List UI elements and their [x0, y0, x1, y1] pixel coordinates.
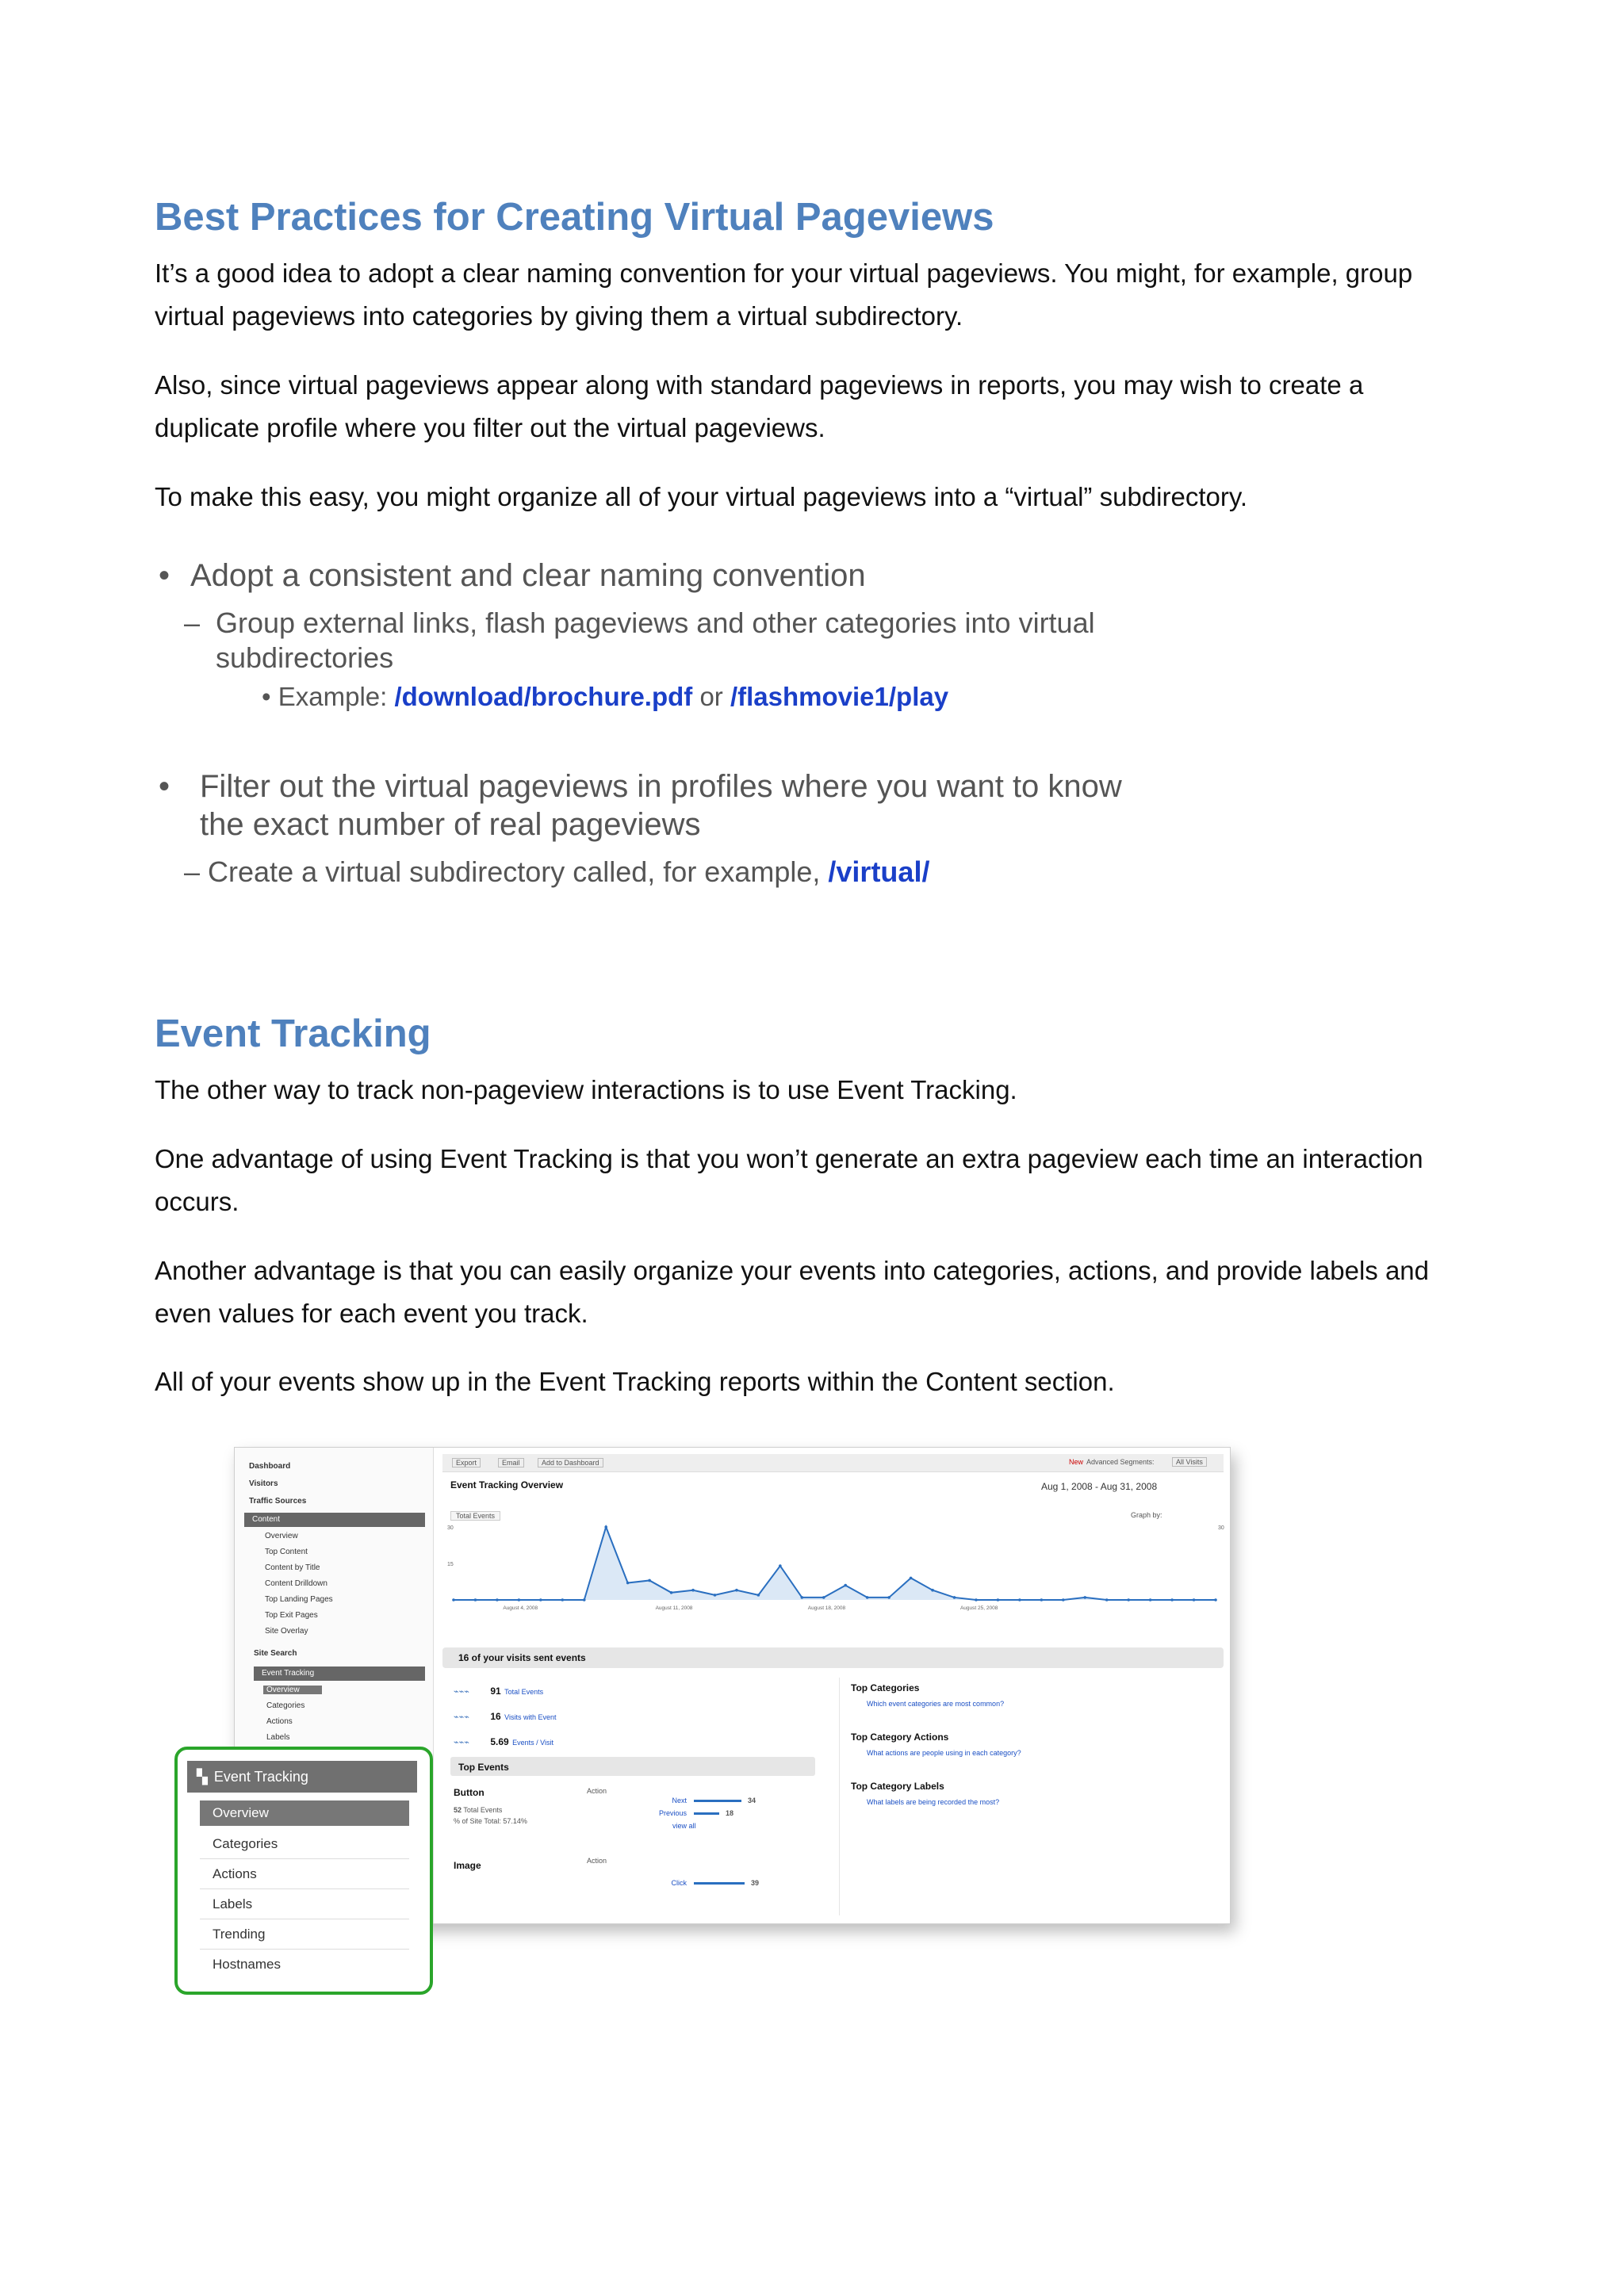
metric-row: ⌁⌁⌁ 5.69 Events / Visit: [454, 1736, 553, 1747]
analytics-main: Export Email Add to Dashboard New Advanced Segments: All Visits Event Tracking Overview Aug 1, 2008 - Aug 31, 2008 Total Events Graph by: 30 15 30 August 4, 2008 August 11, 2008 August 18, 2008 August 25, 2008 16 of your visits sent events ⌁⌁⌁ 91 Total Events ⌁⌁⌁ 16 Visits with Event ⌁⌁⌁ 5.69 Events / Visit Top Events Button Action 52 Total Events % of Site Total: 57.14% Next 34 Previous 18 view all Image Action Click 39 Top Categories Which event categories are most common? Top Category Actions What actions are people using in each category? Top Category Labels What labels are being recorded the most?: [442, 1448, 1228, 1923]
chart-point[interactable]: [648, 1579, 651, 1582]
segments-dropdown[interactable]: All Visits: [1172, 1457, 1207, 1467]
chart-point[interactable]: [997, 1598, 1000, 1601]
chart-point[interactable]: [518, 1598, 521, 1601]
sidebar-item-site-search[interactable]: Site Search: [254, 1649, 297, 1658]
chart-point[interactable]: [1105, 1598, 1109, 1601]
sidebar-subitem[interactable]: Categories: [266, 1701, 305, 1710]
chart-point[interactable]: [714, 1594, 717, 1597]
chart-point[interactable]: [474, 1598, 477, 1601]
paragraph: The other way to track non-pageview interactions is to use Event Tracking.: [155, 1075, 1017, 1104]
chart-point[interactable]: [691, 1589, 695, 1592]
chart-point[interactable]: [953, 1596, 956, 1599]
example-path: /flashmovie1/play: [730, 682, 949, 711]
paragraph: To make this easy, you might organize all of your virtual pageviews into a “virtual” subdirectory.: [155, 482, 1248, 511]
chart-point[interactable]: [1193, 1598, 1196, 1601]
chart-point[interactable]: [866, 1596, 869, 1599]
sidebar-subitem[interactable]: Content by Title: [265, 1563, 320, 1572]
chart-point[interactable]: [1127, 1598, 1130, 1601]
sidebar-subitem[interactable]: Labels: [266, 1733, 290, 1742]
chart-point[interactable]: [801, 1596, 804, 1599]
x-axis-label: August 25, 2008: [959, 1605, 998, 1611]
chart-point[interactable]: [779, 1564, 782, 1567]
paragraph: One advantage of using Event Tracking is that you won’t generate an extra pageview each time an interaction occurs.: [155, 1144, 1423, 1216]
chart-point[interactable]: [452, 1598, 455, 1601]
event-tracking-nav-header[interactable]: ▚ Event Tracking: [187, 1761, 417, 1793]
chart-point[interactable]: [539, 1598, 542, 1601]
chart-point[interactable]: [975, 1598, 978, 1601]
visits-header-bar: [442, 1647, 1224, 1668]
sidebar-item-dashboard[interactable]: Dashboard: [249, 1462, 291, 1471]
nav-item-categories[interactable]: Categories: [200, 1829, 409, 1859]
sidebar-item-traffic-sources[interactable]: Traffic Sources: [249, 1497, 307, 1506]
event-chart: [442, 1521, 1228, 1616]
view-all-link[interactable]: view all: [672, 1822, 696, 1830]
event-category: Button: [454, 1787, 485, 1798]
metric-link[interactable]: Total Events: [504, 1688, 544, 1696]
slide-bullet-text: Filter out the virtual pageviews in profiles where you want to know the exact number of real pageviews: [200, 769, 1122, 842]
chart-point[interactable]: [1062, 1598, 1065, 1601]
nav-item-overview[interactable]: Overview: [200, 1800, 409, 1826]
sidebar-subitem[interactable]: Top Landing Pages: [265, 1595, 333, 1604]
x-axis-label: August 18, 2008: [807, 1605, 846, 1611]
paragraph: Another advantage is that you can easily organize your events into categories, actions, and provide labels and even values for each event you track.: [155, 1256, 1430, 1328]
right-section-title: Top Categories: [851, 1682, 920, 1693]
y-axis-label-right: 30: [1218, 1525, 1224, 1531]
paragraph: Also, since virtual pageviews appear along with standard pageviews in reports, you may wish to create a duplicate profile where you filter out the virtual pageviews.: [155, 370, 1364, 442]
slide-sub-bullet: – Create a virtual subdirectory called, for example, /virtual/: [184, 855, 930, 888]
y-axis-label: 15: [447, 1562, 454, 1567]
chart-point[interactable]: [1214, 1598, 1217, 1601]
right-section-link[interactable]: Which event categories are most common?: [867, 1700, 1005, 1708]
chart-point[interactable]: [670, 1591, 673, 1594]
event-category: Image: [454, 1860, 481, 1871]
top-events-header-bar: Top Events: [450, 1757, 815, 1776]
export-button[interactable]: Export: [452, 1458, 481, 1468]
email-button[interactable]: Email: [498, 1458, 524, 1468]
metric-row: ⌁⌁⌁ 16 Visits with Event: [454, 1711, 557, 1722]
metric-link[interactable]: Events / Visit: [512, 1739, 553, 1747]
section-heading-virtual-pageviews: Best Practices for Creating Virtual Pageviews: [155, 196, 994, 239]
sidebar-item-event-tracking[interactable]: Event Tracking: [254, 1667, 425, 1681]
chart-point[interactable]: [1040, 1598, 1044, 1601]
chart-line: [454, 1527, 1216, 1600]
x-axis-label: August 4, 2008: [503, 1605, 538, 1611]
chart-point[interactable]: [1149, 1598, 1152, 1601]
chart-point[interactable]: [822, 1596, 825, 1599]
sidebar-item-content[interactable]: Content: [244, 1513, 425, 1527]
chart-point[interactable]: [887, 1596, 891, 1599]
example-path: /download/brochure.pdf: [394, 682, 693, 711]
slide-sub-bullet: – Group external links, flash pageviews and other categories into virtual subdirectories: [184, 606, 1167, 675]
paragraph: All of your events show up in the Event Tracking reports within the Content section.: [155, 1367, 1115, 1396]
nav-item-trending[interactable]: Trending: [200, 1919, 409, 1950]
slide-example: • Example: /download/brochure.pdf or /flashmovie1/play: [262, 682, 949, 711]
sidebar-subitem[interactable]: Site Overlay: [265, 1627, 308, 1636]
example-path: /virtual/: [828, 855, 930, 888]
paragraph: It’s a good idea to adopt a clear naming convention for your virtual pageviews. You might, for example, group virtual pageviews into categories by giving them a virtual subdirectory.: [155, 258, 1413, 331]
chart-point[interactable]: [910, 1577, 913, 1580]
slide-bullet: • Filter out the virtual pageviews in profiles where you want to know the exact number of real pageviews: [159, 767, 1158, 844]
event-tracking-icon: ▚: [197, 1769, 208, 1785]
date-range-selector[interactable]: Aug 1, 2008 - Aug 31, 2008: [1041, 1481, 1158, 1492]
slide-bullet: • Adopt a consistent and clear naming convention: [159, 558, 866, 593]
chart-point[interactable]: [1170, 1598, 1174, 1601]
chart-point[interactable]: [735, 1589, 738, 1592]
sidebar-item-visitors[interactable]: Visitors: [249, 1479, 278, 1488]
right-section-title: Top Category Labels: [851, 1781, 944, 1792]
chart-point[interactable]: [844, 1584, 847, 1587]
slide-sub-bullet-text: Group external links, flash pageviews and other categories into virtual subdirectories: [216, 607, 1095, 674]
metric-link[interactable]: Visits with Event: [504, 1713, 557, 1721]
sidebar-subitem-active[interactable]: Overview: [263, 1686, 322, 1694]
sidebar-subitem[interactable]: Top Exit Pages: [265, 1611, 318, 1620]
event-action-row: Click 39: [671, 1879, 760, 1887]
sidebar-subitem[interactable]: Top Content: [265, 1548, 308, 1556]
chart-point[interactable]: [561, 1598, 564, 1601]
x-axis-label: August 11, 2008: [655, 1605, 693, 1611]
slide-bullet-text: Adopt a consistent and clear naming convention: [190, 558, 866, 593]
chart-point[interactable]: [604, 1525, 607, 1529]
chart-point[interactable]: [931, 1589, 934, 1592]
right-section-link[interactable]: What labels are being recorded the most?: [867, 1798, 1000, 1806]
sidebar-subitem[interactable]: Actions: [266, 1717, 293, 1726]
chart-point[interactable]: [1018, 1598, 1021, 1601]
sidebar-subitem[interactable]: Overview: [265, 1532, 298, 1540]
sidebar-subitem[interactable]: Content Drilldown: [265, 1579, 327, 1588]
graph-metric-dropdown[interactable]: Total Events: [450, 1511, 500, 1521]
nav-item-labels[interactable]: Labels: [200, 1889, 409, 1919]
event-action-row: Next 34: [672, 1797, 756, 1804]
y-axis-label: 30: [447, 1525, 454, 1531]
add-to-dashboard-button[interactable]: Add to Dashboard: [538, 1458, 603, 1468]
section-heading-event-tracking: Event Tracking: [155, 1012, 431, 1055]
visits-header: 16 of your visits sent events: [458, 1652, 586, 1663]
chart-point[interactable]: [626, 1582, 630, 1585]
metric-row: ⌁⌁⌁ 91 Total Events: [454, 1686, 544, 1697]
nav-item-actions[interactable]: Actions: [200, 1859, 409, 1889]
chart-point[interactable]: [496, 1598, 499, 1601]
report-toolbar: Export Email Add to Dashboard New Advanced Segments: All Visits: [442, 1454, 1224, 1472]
event-tracking-nav-callout: [174, 1747, 433, 1995]
chart-point[interactable]: [583, 1598, 586, 1601]
right-section-link[interactable]: What actions are people using in each category?: [867, 1749, 1021, 1757]
chart-point[interactable]: [757, 1594, 760, 1597]
chart-point[interactable]: [1083, 1596, 1086, 1599]
event-action-row: Previous 18: [658, 1809, 734, 1817]
report-title: Event Tracking Overview: [450, 1479, 564, 1490]
nav-item-hostnames[interactable]: Hostnames: [213, 1957, 281, 1972]
right-section-title: Top Category Actions: [851, 1732, 949, 1743]
chart-area: [454, 1527, 1216, 1600]
